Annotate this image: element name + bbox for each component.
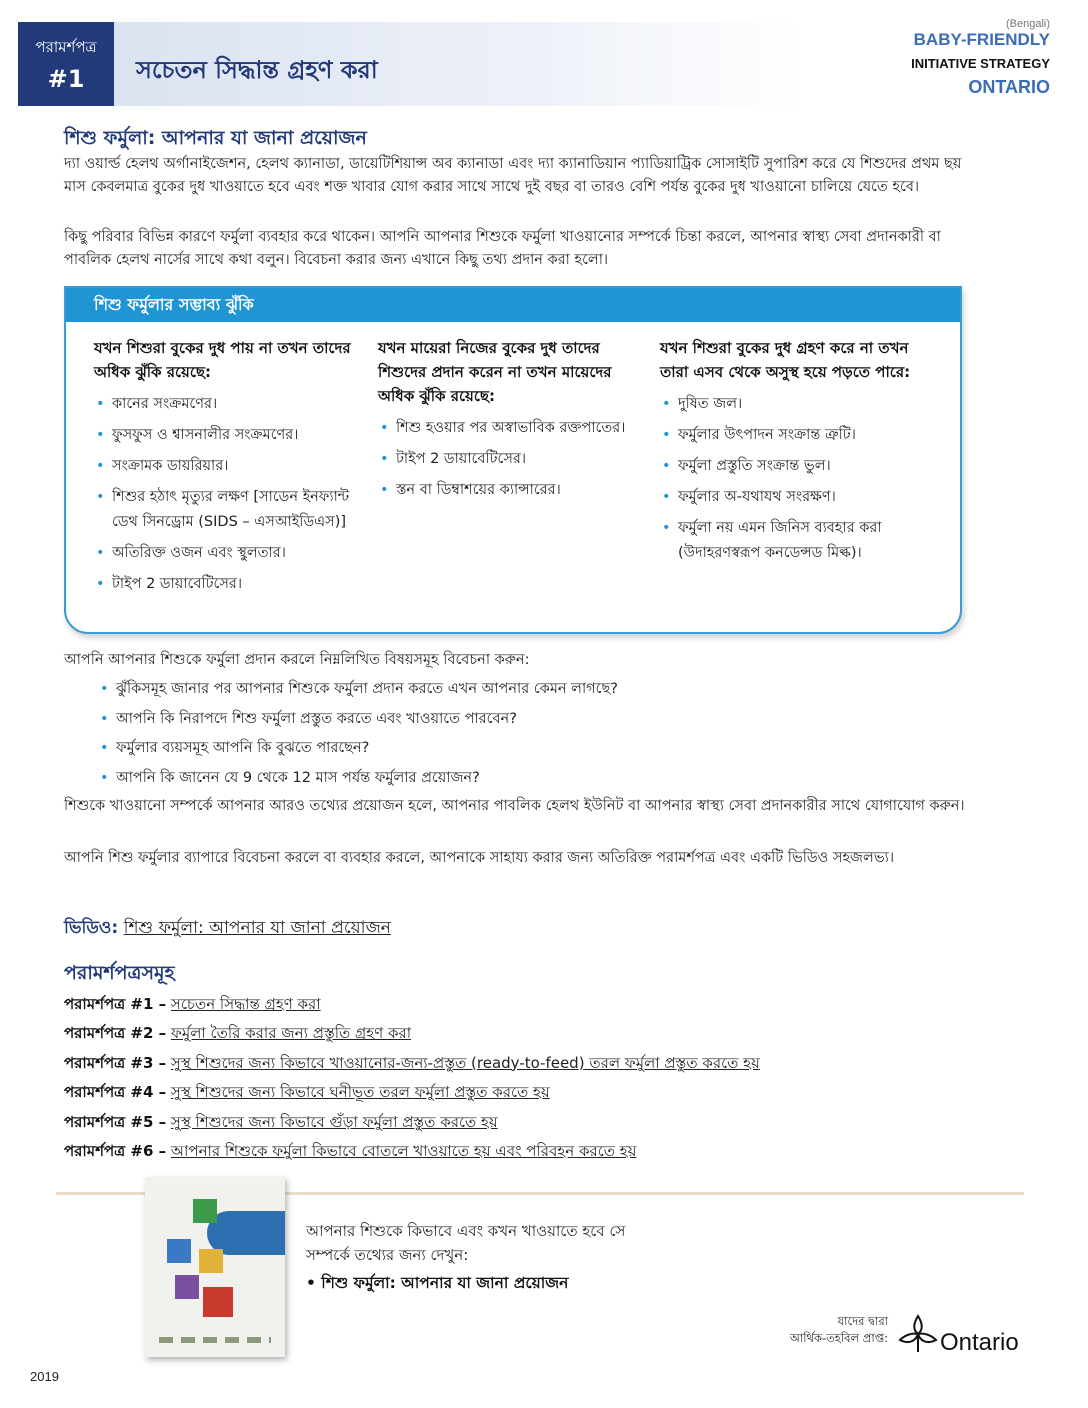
list-item: • কানের সংক্রমণের। <box>94 392 354 417</box>
risk-column-title: যখন মায়েরা নিজের বুকের দুধ তাদের শিশুদের প্রদান করেন না তখন মায়েদের অধিক ঝুঁকি রয়েছে: <box>378 339 612 405</box>
list-item: • শিশুর হঠাৎ মৃত্যুর লক্ষণ [সাডেন ইনফ্যান্ট ডেথ সিনড্রোম (SIDS – এসআইডিএস)] <box>94 485 354 535</box>
tip-sheet-item <box>64 1049 944 1078</box>
yellow-cube-icon <box>199 1249 223 1273</box>
tip-sheet-label: পরামর্শপত্র #4 – <box>64 1083 167 1102</box>
consider-list <box>100 675 960 793</box>
list-item: • অতিরিক্ত ওজন এবং স্থুলতার। <box>94 541 354 566</box>
list-item: • ফর্মুলার অ-যথাযথ সংরক্ষণ। <box>660 485 920 510</box>
year-label: 2019 <box>30 1369 59 1384</box>
cover-partner-logos <box>159 1337 271 1343</box>
risk-column-mother <box>378 336 638 509</box>
bfi-line1: BABY-FRIENDLY <box>913 30 1050 49</box>
tip-sheet-item <box>64 1078 944 1107</box>
purple-cube-icon <box>175 1275 199 1299</box>
formula-reason-paragraph: কিছু পরিবার বিভিন্ন কারণে ফর্মুলা ব্যবহার করে থাকেন। আপনি আপনার শিশুকে ফর্মুলা খাওয়ানোর সম্পর্কে চিন্তা করলে, আপনার স্বাস্থ্য সেবা প্রদানকারী বা পাবলিক হেলথ নার্সের সাথে কথা বলুন। বিবেচনা করার জন্য এখানে কিছু তথ্য প্রদান করা হলো। <box>64 229 941 268</box>
tip-sheets-list <box>64 990 944 1166</box>
bfi-logo <box>911 18 1050 98</box>
list-item: • সংক্রামক ডায়রিয়ার। <box>94 454 354 479</box>
bfi-language: (Bengali) <box>1005 18 1050 30</box>
list-item: • ফর্মুলা প্রস্তুতি সংক্রান্ত ভুল। <box>660 454 920 479</box>
see-more-booklet: • শিশু ফর্মুলা: আপনার যা জানা প্রয়োজন <box>306 1274 569 1292</box>
booklet-cover-image <box>145 1177 285 1357</box>
tip-sheet-link[interactable]: সুস্থ শিশুদের জন্য কিভাবে গুঁড়া ফর্মুলা প্রস্তুত করতে হয় <box>170 1112 498 1131</box>
list-item: • ফর্মুলা নয় এমন জিনিস ব্যবহার করা (উদাহরণস্বরূপ কনডেন্সড মিল্ক)। <box>660 516 920 566</box>
tip-sheet-label: পরামর্শপত্র #3 – <box>64 1053 167 1072</box>
bfi-line3: ONTARIO <box>968 77 1050 97</box>
list-item: • শিশু হওয়ার পর অস্বাভাবিক রক্তপাতের। <box>378 416 638 441</box>
tip-sheet-item <box>64 1019 944 1048</box>
red-cube-icon <box>203 1287 233 1317</box>
consider-intro: আপনি আপনার শিশুকে ফর্মুলা প্রদান করলে নিম্নলিখিত বিষয়সমূহ বিবেচনা করুন: <box>64 652 530 668</box>
risk-column-illness <box>660 336 920 572</box>
risks-heading: শিশু ফর্মুলার সম্ভাব্য ঝুঁকি <box>66 288 960 322</box>
tip-sheet-label: পরামর্শপত্র #2 – <box>64 1024 167 1043</box>
list-item: • আপনি কি নিরাপদে শিশু ফর্মুলা প্রস্তুত করতে এবং খাওয়াতে পারবেন? <box>100 705 960 735</box>
tip-sheet-item <box>64 990 944 1019</box>
ontario-wordmark: Ontario <box>940 1329 1019 1356</box>
bfi-line2: INITIATIVE STRATEGY <box>911 56 1050 71</box>
tip-sheet-badge-number: #1 <box>47 65 85 93</box>
list-item: • স্তন বা ডিম্বাশয়ের ক্যান্সারের। <box>378 478 638 503</box>
video-line <box>64 915 391 943</box>
risk-column-title: যখন শিশুরা বুকের দুধ গ্রহণ করে না তখন তারা এসব থেকে অসুস্থ হয়ে পড়তে পারে: <box>660 339 911 381</box>
tip-sheet-link[interactable]: সুস্থ শিশুদের জন্য কিভাবে ঘনীভূত তরল ফর্মুলা প্রস্তুত করতে হয় <box>170 1083 550 1102</box>
list-item: • ঝুঁকিসমূহ জানার পর আপনার শিশুকে ফর্মুলা প্রদান করতে এখন আপনার কেমন লাগছে? <box>100 675 960 705</box>
list-item: • ফর্মুলার উৎপাদন সংক্রান্ত ত্রুটি। <box>660 423 920 448</box>
list-item: • দুষিত জল। <box>660 392 920 417</box>
list-item: • টাইপ 2 ডায়াবেটিসের। <box>94 572 354 597</box>
list-item: • ফুসফুস ও শ্বাসনালীর সংক্রমণের। <box>94 423 354 448</box>
resources-paragraph: আপনি শিশু ফর্মুলার ব্যাপারে বিবেচনা করলে বা ব্যবহার করলে, আপনাকে সাহায্য করার জন্য অতিরিক্ত পরামর্শপত্র এবং একটি ভিডিও সহজলভ্য। <box>64 850 895 866</box>
risk-column-title: যখন শিশুরা বুকের দুধ পায় না তখন তাদের অধিক ঝুঁকি রয়েছে: <box>94 339 351 381</box>
see-more-text: আপনার শিশুকে কিভাবে এবং কখন খাওয়াতে হবে সে সম্পর্কে তথ্যের জন্য দেখুন: <box>306 1222 626 1264</box>
page-header <box>18 18 1058 106</box>
trillium-icon <box>896 1312 940 1356</box>
list-item: • ফর্মুলার ব্যয়সমূহ আপনি কি বুঝতে পারছেন? <box>100 734 960 764</box>
funded-line2: আর্থিক-তহবিল প্রাপ্ত: <box>789 1331 888 1345</box>
tip-sheet-item <box>64 1108 944 1137</box>
tip-sheet-link[interactable]: সচেতন সিদ্ধান্ত গ্রহণ করা <box>170 995 321 1013</box>
list-item: • টাইপ 2 ডায়াবেটিসের। <box>378 447 638 472</box>
tip-sheets-heading: পরামর্শপত্রসমূহ <box>64 962 175 984</box>
intro-paragraph: দ্যা ওয়ার্ল্ড হেলথ অর্গানাইজেশন, হেলথ ক্যানাডা, ডায়েটিশিয়ান্স অব ক্যানাডা এবং দ্যা ক্যানাডিয়ান প্যাডিয়াট্রিক সোসাইটি সুপারিশ করে যে শিশুদের প্রথম ছয় মাস কেবলমাত্র বুকের দুধ খাওয়াতে হবে এবং শক্ত খাবার যোগ করার সাথে সাথে দুই বছর বা তারও বেশি পর্যন্ত বুকের দুধ খাওয়ানো চালিয়ে যেতে হবে। <box>64 156 962 195</box>
funded-by-text <box>776 1313 888 1347</box>
tip-sheet-link[interactable]: ফর্মুলা তৈরি করার জন্য প্রস্তুতি গ্রহণ করা <box>170 1024 412 1043</box>
title-band <box>114 22 804 106</box>
funded-line1: যাদের দ্বারা <box>837 1314 888 1328</box>
video-label: ভিডিও: <box>64 918 119 938</box>
tip-sheet-label: পরামর্শপত্র #6 – <box>64 1142 167 1161</box>
risk-column-baby <box>94 336 354 603</box>
tip-sheet-link[interactable]: আপনার শিশুকে ফর্মুলা কিভাবে বোতলে খাওয়াতে হয় এবং পরিবহন করতে হয় <box>170 1142 637 1161</box>
section-heading: শিশু ফর্মুলা: আপনার যা জানা প্রয়োজন <box>64 127 367 149</box>
tip-sheet-item <box>64 1137 944 1166</box>
tip-sheet-link[interactable]: সুস্থ শিশুদের জন্য কিভাবে খাওয়ানোর-জন্য-প্রস্তুত (ready-to-feed) তরল ফর্মুলা প্রস্তুত করতে হয় <box>170 1053 760 1072</box>
blue-cube-icon <box>167 1239 191 1263</box>
green-cube-icon <box>193 1199 217 1223</box>
more-info-paragraph: শিশুকে খাওয়ানো সম্পর্কে আপনার আরও তথ্যের প্রয়োজন হলে, আপনার পাবলিক হেলথ ইউনিট বা আপনার স্বাস্থ্য সেবা প্রদানকারীর সাথে যোগাযোগ করুন। <box>64 798 965 814</box>
tip-sheet-badge-label: পরামর্শপত্র <box>35 38 97 56</box>
list-item: • আপনি কি জানেন যে 9 থেকে 12 মাস পর্যন্ত ফর্মুলার প্রয়োজন? <box>100 764 960 794</box>
risks-box <box>64 286 962 634</box>
video-link[interactable]: শিশু ফর্মুলা: আপনার যা জানা প্রয়োজন <box>123 918 391 938</box>
tip-sheet-label: পরামর্শপত্র #5 – <box>64 1112 167 1131</box>
tip-sheet-label: পরামর্শপত্র #1 – <box>64 995 167 1013</box>
page-title: সচেতন সিদ্ধান্ত গ্রহণ করা <box>136 56 378 84</box>
tip-sheet-badge <box>18 22 114 106</box>
